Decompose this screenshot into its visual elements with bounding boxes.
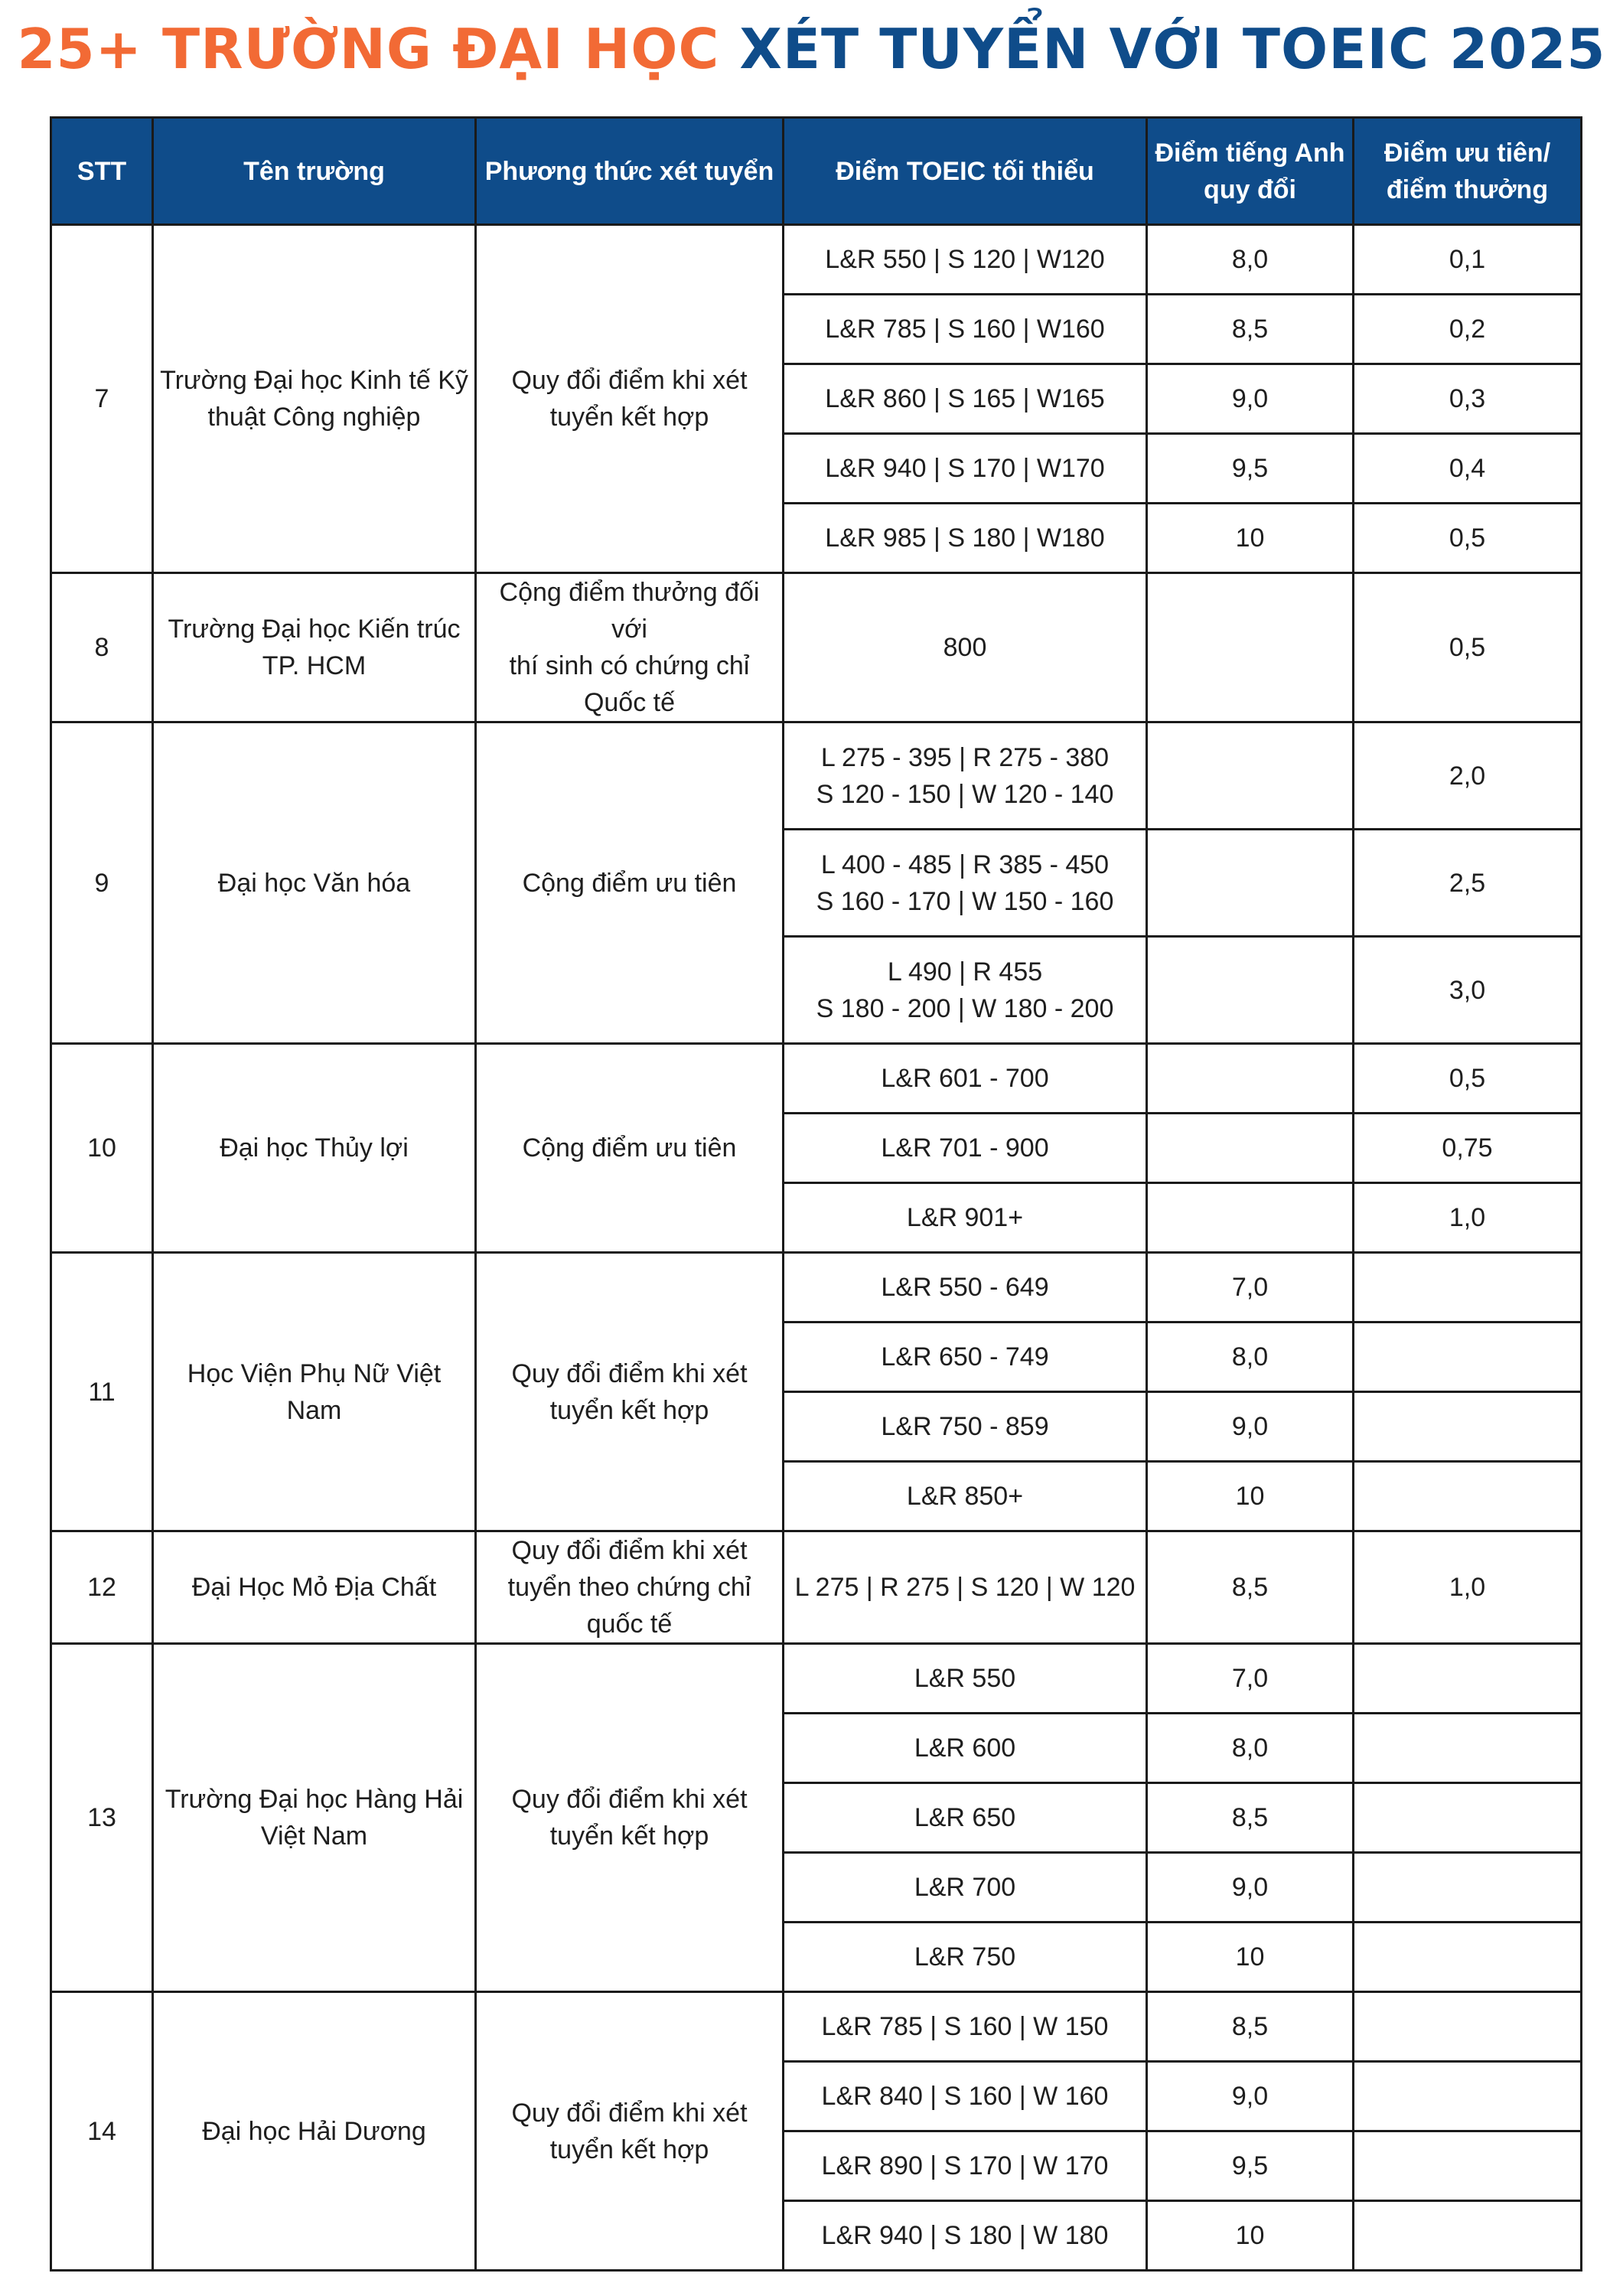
cell-toeic — [784, 2062, 1147, 2131]
toeic-score-line: L&R 940 | S 180 | W 180 — [821, 2221, 1109, 2250]
toeic-score-line: S 160 - 170 | W 150 - 160 — [816, 886, 1114, 916]
method-line: tuyển theo chứng chỉ — [507, 1573, 751, 1602]
table-row — [51, 722, 1582, 830]
header-bonus — [1354, 118, 1582, 225]
method-line: Quy đổi điểm khi xét — [511, 1536, 748, 1565]
toeic-score-line: L&R 985 | S 180 | W180 — [825, 523, 1105, 553]
cell-stt: 12 — [51, 1531, 153, 1644]
toeic-score-line: L&R 840 | S 160 | W 160 — [821, 2082, 1109, 2111]
title-part-blue: XÉT TUYỂN VỚI TOEIC 2025 — [739, 17, 1606, 81]
cell-converted: 10 — [1147, 2201, 1354, 2271]
cell-stt: 9 — [51, 722, 153, 1044]
cell-toeic — [784, 1992, 1147, 2062]
cell-method — [476, 1992, 784, 2271]
method-line: tuyển kết hợp — [549, 1395, 709, 1425]
school-name-line: Đại học Hải Dương — [202, 2116, 426, 2146]
school-name-line: Học Viện Phụ Nữ Việt Nam — [187, 1358, 442, 1425]
cell-converted: 8,5 — [1147, 295, 1354, 364]
header-bonus-line1: Điểm ưu tiên/ — [1383, 138, 1551, 168]
school-name-line: Việt Nam — [260, 1821, 368, 1851]
table-header-row — [51, 118, 1582, 225]
toeic-score-line: L&R 650 - 749 — [881, 1342, 1049, 1371]
cell-bonus: 0,1 — [1354, 225, 1582, 295]
cell-toeic — [784, 573, 1147, 722]
header-bonus-line2: điểm thưởng — [1386, 174, 1549, 204]
cell-converted: 9,0 — [1147, 1392, 1354, 1462]
header-stt: STT — [51, 118, 153, 225]
header-method: Phương thức xét tuyển — [476, 118, 784, 225]
header-converted-line2: quy đổi — [1204, 174, 1296, 204]
cell-school — [153, 1253, 476, 1531]
cell-bonus: 0,5 — [1354, 504, 1582, 573]
cell-stt: 10 — [51, 1044, 153, 1253]
cell-method — [476, 1644, 784, 1992]
cell-toeic — [784, 830, 1147, 937]
cell-bonus — [1354, 1392, 1582, 1462]
cell-bonus: 1,0 — [1354, 1183, 1582, 1253]
cell-school — [153, 225, 476, 573]
cell-stt: 13 — [51, 1644, 153, 1992]
cell-toeic — [784, 364, 1147, 434]
cell-toeic — [784, 1183, 1147, 1253]
toeic-score-line: L&R 901+ — [906, 1203, 1024, 1232]
cell-school — [153, 1644, 476, 1992]
cell-converted — [1147, 937, 1354, 1044]
cell-school — [153, 1044, 476, 1253]
toeic-score-line: L&R 890 | S 170 | W 170 — [821, 2151, 1109, 2180]
school-name-line: Trường Đại học Kinh tế Kỹ — [160, 366, 468, 395]
cell-converted: 8,0 — [1147, 225, 1354, 295]
toeic-score-line: L&R 550 - 649 — [881, 1273, 1049, 1302]
cell-toeic — [784, 1644, 1147, 1714]
cell-toeic — [784, 1114, 1147, 1183]
cell-method — [476, 1253, 784, 1531]
school-name-line: Trường Đại học Kiến trúc — [168, 615, 461, 644]
header-school: Tên trường — [153, 118, 476, 225]
toeic-score-line: L 490 | R 455 — [887, 957, 1043, 987]
method-line: Quy đổi điểm khi xét — [511, 1785, 748, 1814]
method-line: Quy đổi điểm khi xét — [511, 1358, 748, 1388]
cell-converted: 10 — [1147, 1462, 1354, 1531]
method-line: Quy đổi điểm khi xét — [511, 366, 748, 395]
cell-bonus — [1354, 1644, 1582, 1714]
page-title — [0, 11, 1623, 87]
cell-bonus: 0,5 — [1354, 1044, 1582, 1114]
toeic-score-line: L&R 750 — [914, 1942, 1016, 1971]
method-line: Cộng điểm ưu tiên — [522, 1133, 737, 1163]
cell-school — [153, 573, 476, 722]
cell-bonus: 0,5 — [1354, 573, 1582, 722]
toeic-score-line: L 275 - 395 | R 275 - 380 — [820, 742, 1110, 772]
cell-bonus — [1354, 1714, 1582, 1783]
toeic-score-line: L&R 785 | S 160 | W 150 — [821, 2012, 1109, 2041]
method-line: Quốc tế — [583, 688, 676, 717]
method-line: tuyển kết hợp — [549, 2135, 709, 2164]
cell-converted: 9,0 — [1147, 2062, 1354, 2131]
table-row — [51, 573, 1582, 722]
cell-toeic — [784, 225, 1147, 295]
toeic-score-line: L 400 - 485 | R 385 - 450 — [820, 850, 1110, 879]
cell-toeic — [784, 1253, 1147, 1322]
toeic-admission-table — [50, 116, 1582, 2272]
toeic-score-line: S 180 - 200 | W 180 - 200 — [816, 993, 1114, 1023]
toeic-score-line: L&R 701 - 900 — [881, 1133, 1049, 1163]
school-name-line: Đại Học Mỏ Địa Chất — [191, 1573, 437, 1602]
cell-toeic — [784, 1462, 1147, 1531]
cell-toeic — [784, 1531, 1147, 1644]
header-toeic: Điểm TOEIC tối thiểu — [784, 118, 1147, 225]
method-line: Quy đổi điểm khi xét — [511, 2098, 748, 2128]
toeic-score-line: L&R 850+ — [906, 1482, 1024, 1511]
cell-bonus: 2,0 — [1354, 722, 1582, 830]
cell-converted: 8,0 — [1147, 1714, 1354, 1783]
cell-toeic — [784, 722, 1147, 830]
cell-toeic — [784, 1853, 1147, 1923]
cell-method — [476, 722, 784, 1044]
table-body — [51, 225, 1582, 2271]
cell-converted: 7,0 — [1147, 1253, 1354, 1322]
school-name-line: thuật Công nghiệp — [207, 403, 421, 432]
cell-bonus: 0,3 — [1354, 364, 1582, 434]
table-row — [51, 1644, 1582, 1714]
cell-bonus — [1354, 1783, 1582, 1853]
cell-toeic — [784, 1044, 1147, 1114]
method-line: Cộng điểm ưu tiên — [522, 868, 737, 898]
cell-school — [153, 1531, 476, 1644]
cell-toeic — [784, 1783, 1147, 1853]
header-converted — [1147, 118, 1354, 225]
cell-bonus: 2,5 — [1354, 830, 1582, 937]
toeic-score-line: 800 — [943, 633, 987, 662]
cell-converted — [1147, 830, 1354, 937]
table-row — [51, 1253, 1582, 1322]
cell-toeic — [784, 1923, 1147, 1992]
cell-bonus — [1354, 2062, 1582, 2131]
cell-toeic — [784, 2201, 1147, 2271]
cell-toeic — [784, 1392, 1147, 1462]
cell-converted: 9,5 — [1147, 2131, 1354, 2201]
cell-bonus — [1354, 1923, 1582, 1992]
toeic-score-line: S 120 - 150 | W 120 - 140 — [816, 779, 1114, 809]
cell-toeic — [784, 434, 1147, 504]
toeic-score-line: L&R 550 | S 120 | W120 — [825, 245, 1105, 274]
method-line: Cộng điểm thưởng đối với — [499, 578, 760, 644]
table-row — [51, 225, 1582, 295]
cell-converted — [1147, 722, 1354, 830]
cell-converted: 9,5 — [1147, 434, 1354, 504]
toeic-score-line: L&R 650 — [914, 1803, 1016, 1832]
cell-converted — [1147, 573, 1354, 722]
cell-converted: 10 — [1147, 1923, 1354, 1992]
toeic-score-line: L&R 860 | S 165 | W165 — [825, 384, 1105, 413]
toeic-score-line: L&R 750 - 859 — [881, 1412, 1049, 1441]
cell-bonus: 0,4 — [1354, 434, 1582, 504]
toeic-score-line: L&R 940 | S 170 | W170 — [825, 454, 1105, 483]
cell-converted: 10 — [1147, 504, 1354, 573]
cell-stt: 14 — [51, 1992, 153, 2271]
school-name-line: Trường Đại học Hàng Hải — [165, 1785, 464, 1814]
cell-bonus — [1354, 2131, 1582, 2201]
cell-toeic — [784, 2131, 1147, 2201]
cell-method — [476, 1044, 784, 1253]
cell-converted: 8,0 — [1147, 1322, 1354, 1392]
cell-bonus: 3,0 — [1354, 937, 1582, 1044]
cell-bonus — [1354, 2201, 1582, 2271]
cell-stt: 7 — [51, 225, 153, 573]
cell-toeic — [784, 937, 1147, 1044]
toeic-score-line: L 275 | R 275 | S 120 | W 120 — [794, 1573, 1136, 1602]
cell-school — [153, 1992, 476, 2271]
table-row — [51, 1992, 1582, 2062]
toeic-score-line: L&R 600 — [914, 1733, 1016, 1763]
cell-stt: 8 — [51, 573, 153, 722]
school-name-line: Đại học Thủy lợi — [220, 1133, 409, 1163]
cell-converted: 7,0 — [1147, 1644, 1354, 1714]
method-line: quốc tế — [586, 1609, 673, 1639]
cell-school — [153, 722, 476, 1044]
table-row — [51, 1044, 1582, 1114]
cell-bonus — [1354, 1322, 1582, 1392]
cell-toeic — [784, 1322, 1147, 1392]
cell-method — [476, 573, 784, 722]
cell-bonus: 1,0 — [1354, 1531, 1582, 1644]
cell-bonus — [1354, 1462, 1582, 1531]
cell-bonus: 0,75 — [1354, 1114, 1582, 1183]
cell-method — [476, 225, 784, 573]
cell-converted: 9,0 — [1147, 364, 1354, 434]
cell-converted: 8,5 — [1147, 1531, 1354, 1644]
school-name-line: TP. HCM — [262, 651, 367, 680]
toeic-score-line: L&R 700 — [914, 1873, 1016, 1902]
cell-converted — [1147, 1114, 1354, 1183]
cell-converted — [1147, 1183, 1354, 1253]
cell-toeic — [784, 1714, 1147, 1783]
toeic-score-line: L&R 785 | S 160 | W160 — [825, 315, 1105, 344]
title-part-orange: 25+ TRƯỜNG ĐẠI HỌC — [17, 17, 720, 81]
table-row — [51, 1531, 1582, 1644]
cell-toeic — [784, 504, 1147, 573]
cell-converted: 9,0 — [1147, 1853, 1354, 1923]
cell-bonus — [1354, 1992, 1582, 2062]
header-converted-line1: Điểm tiếng Anh — [1155, 138, 1345, 168]
method-line: tuyển kết hợp — [549, 1821, 709, 1851]
toeic-score-line: L&R 601 - 700 — [881, 1064, 1049, 1093]
method-line: tuyển kết hợp — [549, 403, 709, 432]
cell-method — [476, 1531, 784, 1644]
cell-converted: 8,5 — [1147, 1992, 1354, 2062]
cell-bonus: 0,2 — [1354, 295, 1582, 364]
cell-converted: 8,5 — [1147, 1783, 1354, 1853]
cell-bonus — [1354, 1853, 1582, 1923]
method-line: thí sinh có chứng chỉ — [509, 651, 750, 680]
cell-stt: 11 — [51, 1253, 153, 1531]
toeic-score-line: L&R 550 — [914, 1664, 1016, 1693]
cell-bonus — [1354, 1253, 1582, 1322]
cell-toeic — [784, 295, 1147, 364]
cell-converted — [1147, 1044, 1354, 1114]
school-name-line: Đại học Văn hóa — [217, 868, 411, 898]
